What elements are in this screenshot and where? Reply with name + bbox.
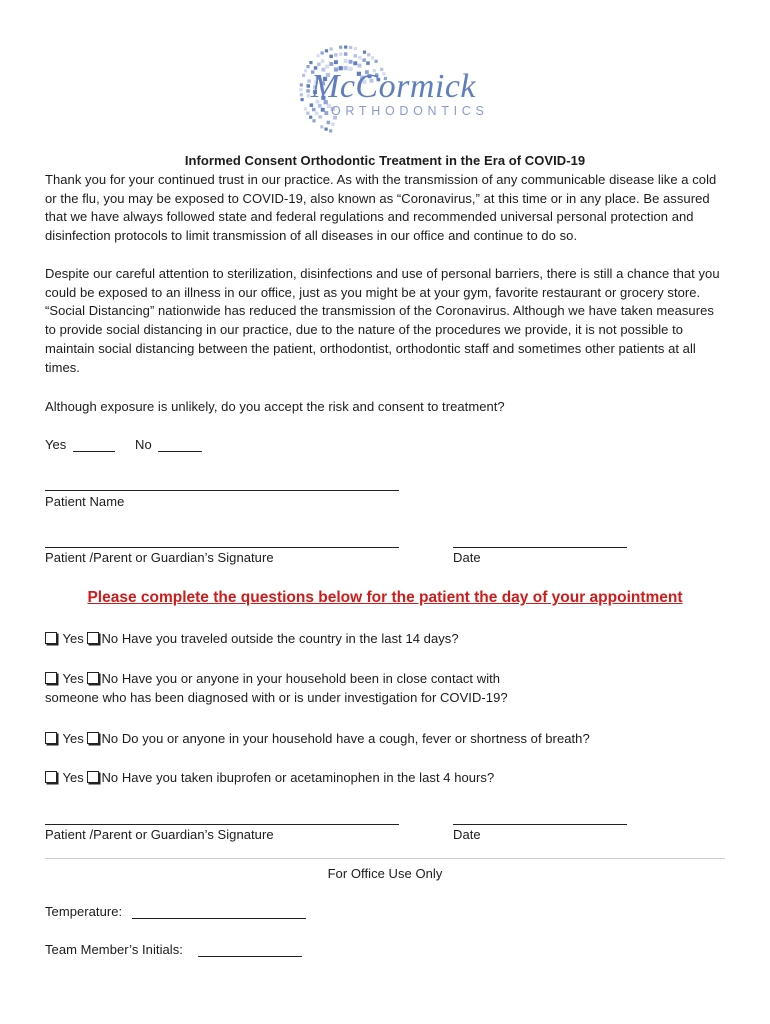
yes-checkbox-3[interactable] (45, 732, 57, 744)
consent-no-blank[interactable] (158, 451, 202, 452)
yes-label: Yes (62, 770, 84, 785)
consent-yes-blank[interactable] (73, 451, 115, 452)
no-label: No (101, 631, 119, 646)
logo-tile (302, 74, 305, 77)
intro-paragraph: Thank you for your continued trust in our practice. As with the transmission of any communicable disease like a cold or the flu, you may be exposed to COVID-19, also known as “Coronavirus,” at this time or in any place. Be assured that we have always followed state and federal regulations and recommended universal personal protection and disinfection protocols to limit transmission of all diseases in our office and continue to do so. (45, 172, 717, 244)
logo-tile (349, 46, 352, 49)
logo-tile (307, 84, 311, 88)
logo-tile (309, 116, 312, 119)
signature-label-2: Patient /Parent or Guardian’s Signature (45, 827, 274, 842)
question-text: Do you or anyone in your household have a cough, fever or shortness of breath? (121, 731, 590, 746)
consent-no-label: No (135, 437, 152, 452)
yes-label: Yes (62, 731, 84, 746)
consent-yes-label: Yes (45, 437, 67, 452)
question-2-continued: someone who has been diagnosed with or is under investigation for COVID-19? (45, 690, 508, 705)
signature-line-1[interactable] (45, 547, 399, 548)
logo-tile (307, 94, 311, 98)
no-checkbox-2[interactable] (87, 672, 99, 684)
logo-tile (354, 47, 357, 50)
logo-tile (344, 46, 347, 49)
logo-tile (366, 61, 370, 65)
logo-tile (317, 63, 321, 67)
logo-subtitle: ORTHODONTICS (331, 104, 489, 118)
logo-tile (358, 56, 362, 60)
logo-tile (334, 60, 338, 64)
logo-tile (375, 60, 378, 63)
logo-tile (321, 51, 324, 54)
office-use-heading: For Office Use Only (327, 866, 443, 881)
no-checkbox-1[interactable] (87, 632, 99, 644)
logo-tile (354, 54, 358, 58)
question-text: Have you or anyone in your household been in close contact with (121, 671, 501, 686)
date-label-1: Date (453, 550, 481, 565)
logo-tile (301, 98, 304, 101)
signature-label-1: Patient /Parent or Guardian’s Signature (45, 550, 274, 565)
temperature-label: Temperature: (45, 904, 123, 919)
logo-tile (330, 47, 333, 50)
yes-checkbox-4[interactable] (45, 771, 57, 783)
logo-tile (371, 56, 374, 59)
no-label: No (101, 671, 119, 686)
logo-tile (344, 59, 348, 63)
patient-name-line[interactable] (45, 490, 399, 491)
logo-tile (329, 62, 333, 66)
initials-blank[interactable] (198, 956, 302, 957)
logo-tile (339, 46, 342, 49)
question-3 (45, 730, 590, 749)
logo-tile (315, 112, 319, 116)
logo-tile (329, 55, 333, 59)
logo-tile (304, 107, 307, 110)
divider (45, 858, 725, 859)
logo-tile (325, 128, 328, 131)
logo-tile (306, 89, 310, 93)
date-label-2: Date (453, 827, 481, 842)
date-line-1[interactable] (453, 547, 627, 548)
date-line-2[interactable] (453, 824, 627, 825)
logo-tile (318, 115, 322, 119)
question-text: Have you taken ibuprofen or acetaminophen in the last 4 hours? (121, 770, 495, 785)
logo-tile (325, 49, 328, 52)
no-label: No (101, 770, 119, 785)
instruction-heading: Please complete the questions below for the patient the day of your appointment (87, 589, 683, 606)
initials-label: Team Member’s Initials: (45, 942, 183, 957)
logo-tile (300, 83, 303, 86)
document-title: Informed Consent Orthodontic Treatment in the Era of COVID-19 (184, 153, 586, 168)
no-label: No (101, 731, 119, 746)
logo-tile (334, 53, 338, 57)
logo-tile (312, 108, 316, 112)
logo-tile (344, 52, 348, 56)
logo-tile (329, 129, 332, 132)
yes-checkbox-2[interactable] (45, 672, 57, 684)
risk-paragraph: Despite our careful attention to sterilization, disinfections and use of personal barriers, there is still a chance that you could be exposed to an illness in our office, just as you might be at your gym, favorite restaurant or grocery store. “Social Distancing” nationwide has reduced the transmission of the Coronavirus. Although we have taken measures to provide social distancing in our practice, due to the nature of the procedures we provide, it is not possible to maintain social distancing between the patient, orthodontist, orthodontic staff and sometimes other patients at all times. (45, 266, 720, 375)
logo-tile (300, 93, 303, 96)
temperature-blank[interactable] (132, 918, 306, 919)
logo-tile (306, 112, 309, 115)
logo-tile (320, 125, 323, 128)
logo-tile (363, 51, 366, 54)
logo-tile (358, 64, 362, 68)
logo-tile (321, 59, 325, 63)
logo-tile (362, 58, 366, 62)
consent-question: Although exposure is unlikely, do you accept the risk and consent to treatment? (45, 399, 505, 414)
logo-tile (367, 53, 370, 56)
question-4 (45, 769, 494, 788)
question-text: Have you traveled outside the country in the last 14 days? (121, 631, 459, 646)
no-checkbox-3[interactable] (87, 732, 99, 744)
logo-tile (312, 119, 315, 122)
signature-line-2[interactable] (45, 824, 399, 825)
no-checkbox-4[interactable] (87, 771, 99, 783)
logo-tile (299, 88, 302, 91)
patient-name-label: Patient Name (45, 494, 125, 509)
question-2 (45, 670, 500, 689)
logo-tile (304, 69, 307, 72)
yes-label: Yes (62, 631, 84, 646)
logo-tile (339, 52, 343, 56)
logo-tile (327, 121, 331, 125)
logo-tile (324, 111, 328, 115)
logo-name: McCormick (311, 68, 477, 105)
logo-tile (316, 54, 319, 57)
yes-checkbox-1[interactable] (45, 632, 57, 644)
question-1 (45, 630, 459, 649)
logo-tile (309, 61, 312, 64)
logo-tile (321, 108, 325, 112)
logo-tile (349, 60, 353, 64)
logo-tile (331, 123, 335, 127)
yes-label: Yes (62, 671, 84, 686)
logo-tile (306, 65, 309, 68)
logo-tile (353, 61, 357, 65)
